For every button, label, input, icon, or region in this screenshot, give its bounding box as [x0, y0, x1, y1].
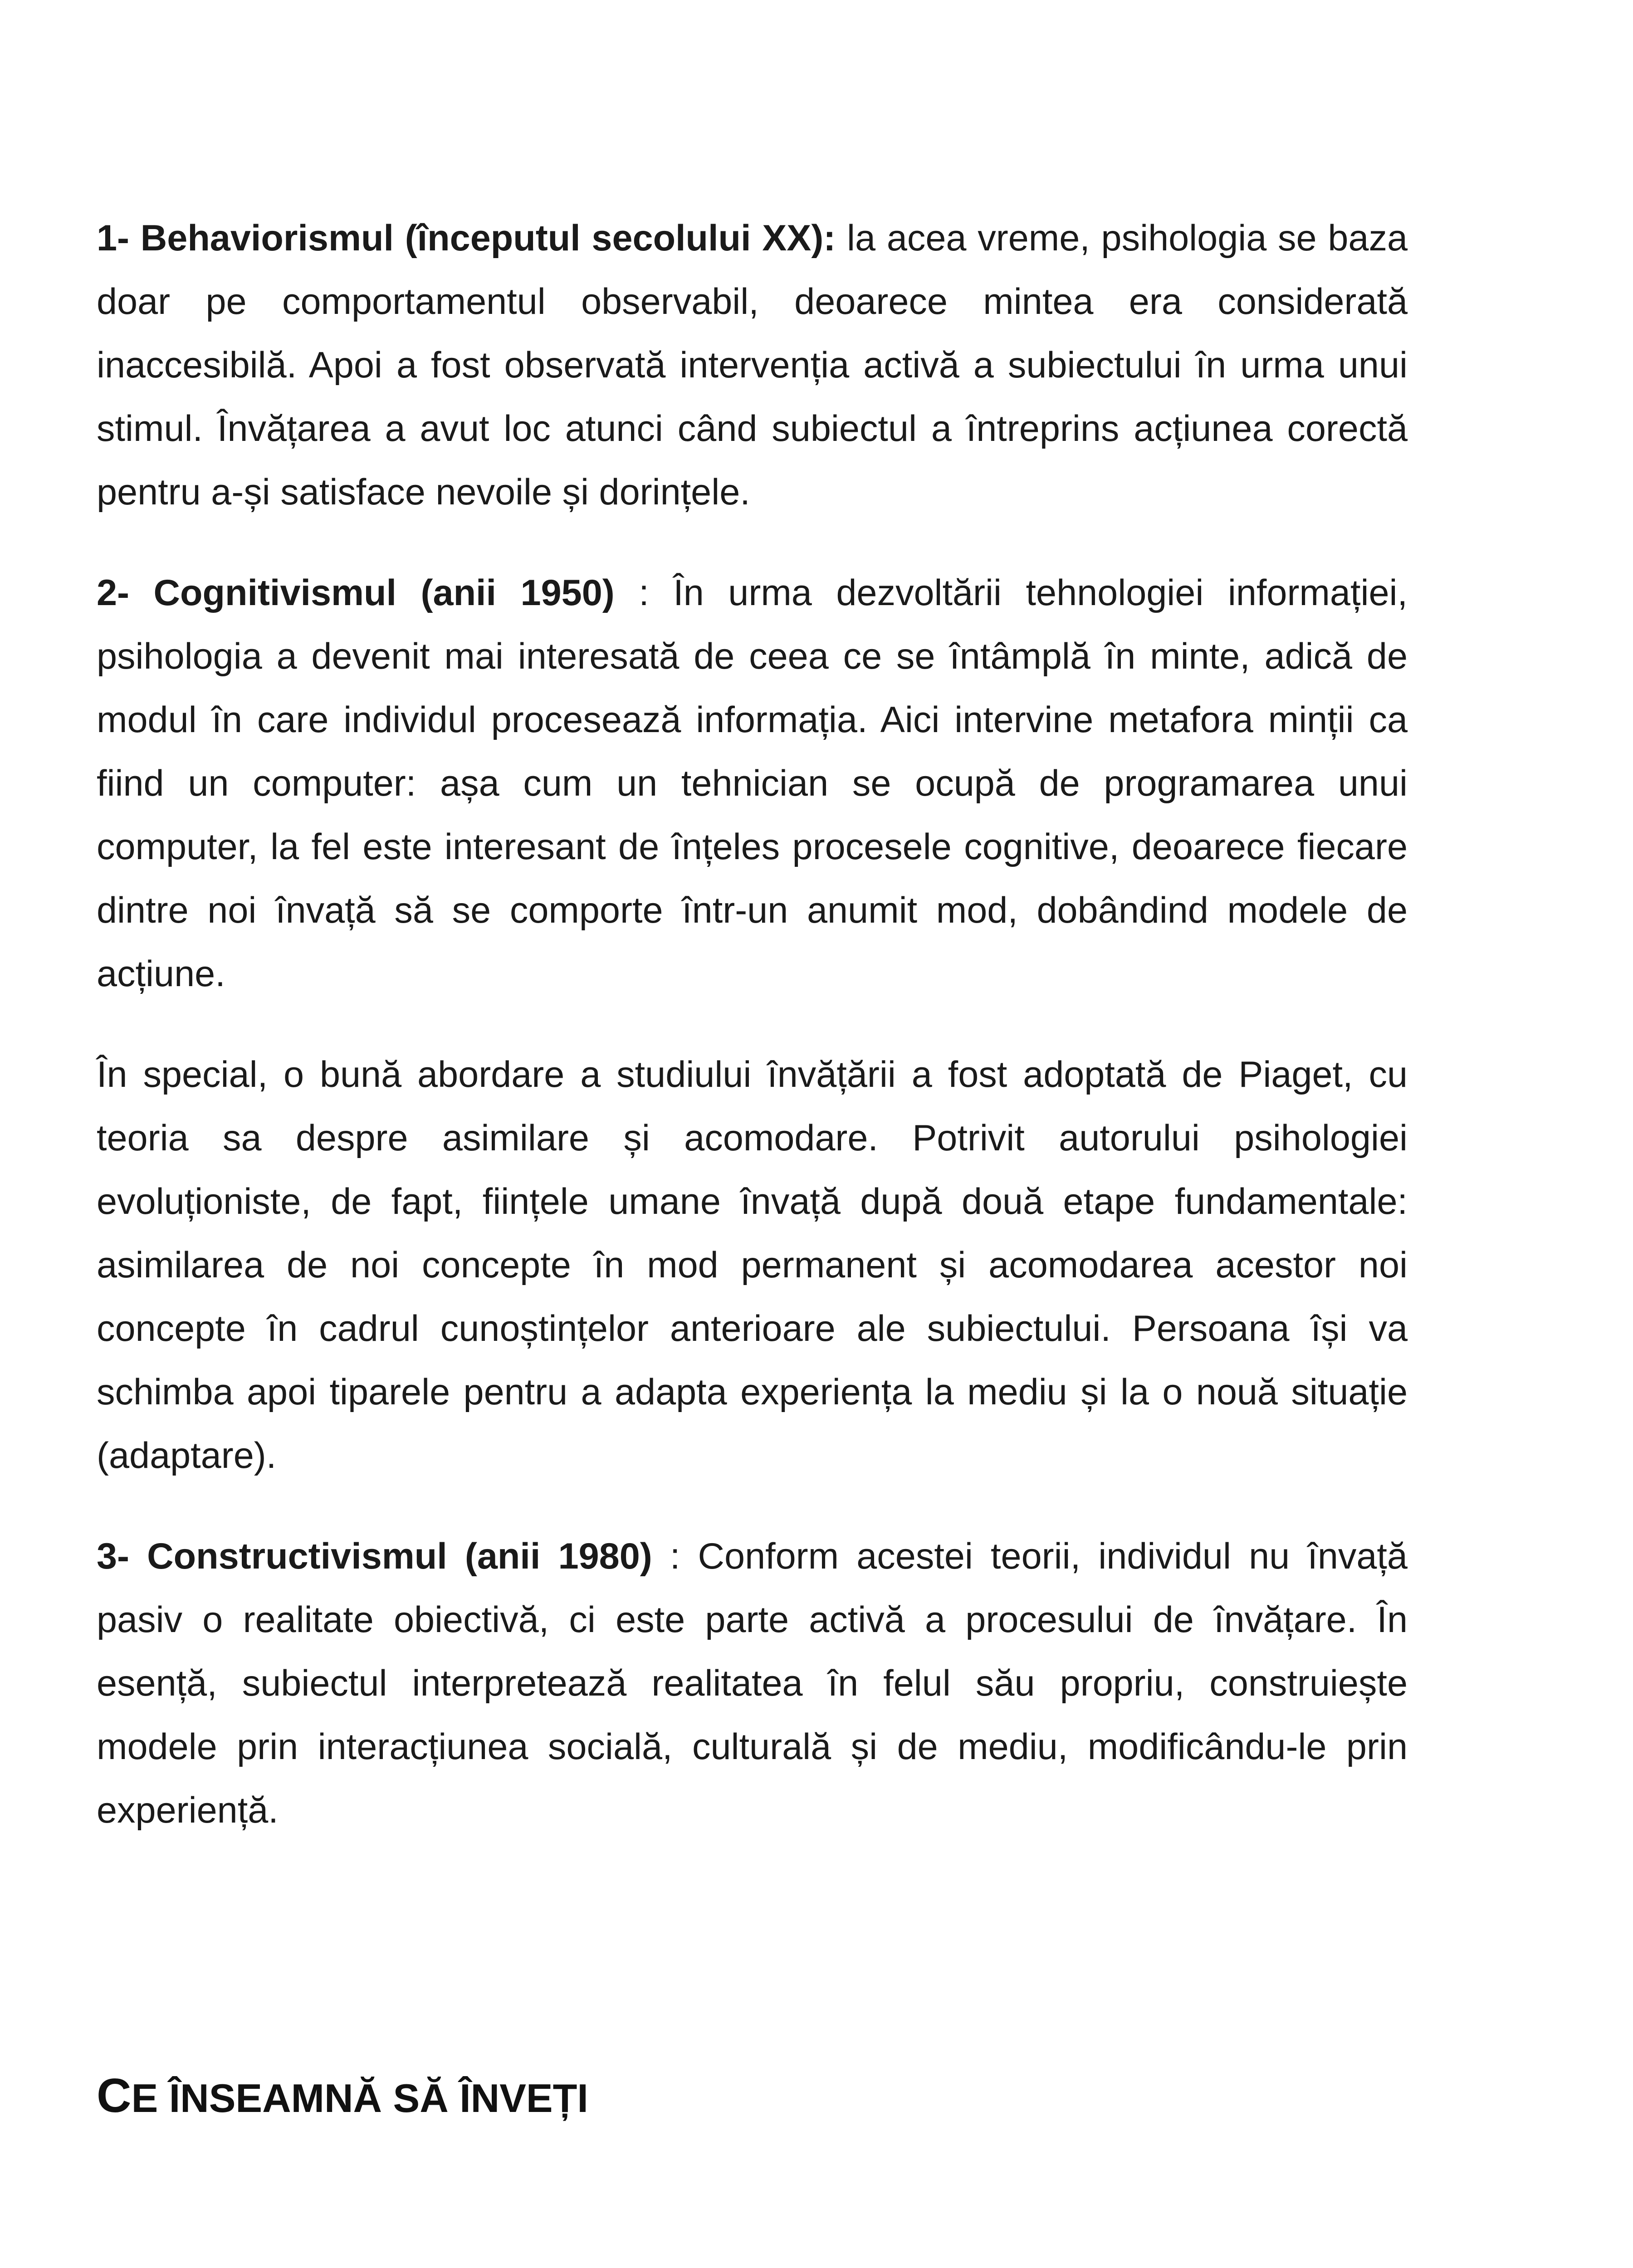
body-text	[97, 206, 1408, 1879]
paragraph-text: la acea vreme, psihologia se baza doar pe comportamentul observabil, deoarece mintea era considerată inaccesibilă. Apoi a fost observată intervenția activă a subiectului în urma unui stimul. Învățarea a avut loc atunci când subiectul a întreprins acțiunea corectă pentru a-și satisface nevoile și dorințele.	[97, 218, 1408, 513]
paragraph-cognitivism	[97, 561, 1408, 1006]
paragraph-text: : În urma dezvoltării tehnologiei informației, psihologia a devenit mai interesată de ceea ce se întâmplă în minte, adică de modul în care individul procesează informația. Aici intervine metafora minții ca fiind un computer: așa cum un tehnician se ocupă de programarea unui computer, la fel este interesant de înțeles procesele cognitive, deoarece fiecare dintre noi învață să se comporte într-un anumit mod, dobândind modele de acțiune.	[97, 572, 1408, 994]
section-heading	[97, 2068, 588, 2126]
paragraph-text: : Conform acestei teorii, individul nu învață pasiv o realitate obiectivă, ci este parte activă a procesului de învățare. În esență, subiectul interpretează realitatea în felul său propriu, construiește modele prin interacțiunea socială, culturală și de mediu, modificându-le prin experiență.	[97, 1536, 1408, 1831]
paragraph-constructivism	[97, 1525, 1408, 1842]
paragraph-lead: 2- Cognitivismul (anii 1950)	[97, 572, 615, 613]
paragraph-piaget	[97, 1043, 1408, 1487]
paragraph-lead: 3- Constructivismul (anii 1980)	[97, 1536, 652, 1577]
paragraph-lead: 1- Behaviorismul (începutul secolului XX):	[97, 218, 836, 259]
heading-rest: E ÎNSEAMNĂ SĂ ÎNVEȚI	[131, 2076, 588, 2121]
heading-first-letter: C	[97, 2069, 132, 2122]
paragraph-text: În special, o bună abordare a studiului învățării a fost adoptată de Piaget, cu teoria sa despre asimilare și acomodare. Potrivit autorului psihologiei evoluționiste, de fapt, ființele umane învață după două etape fundamentale: asimilarea de noi concepte în mod permanent și acomodarea acestor noi concepte în cadrul cunoștințelor anterioare ale subiectului. Persoana își va schimba apoi tiparele pentru a adapta experiența la mediu și la o nouă situație (adaptare).	[97, 1054, 1408, 1476]
paragraph-behaviorism	[97, 206, 1408, 524]
